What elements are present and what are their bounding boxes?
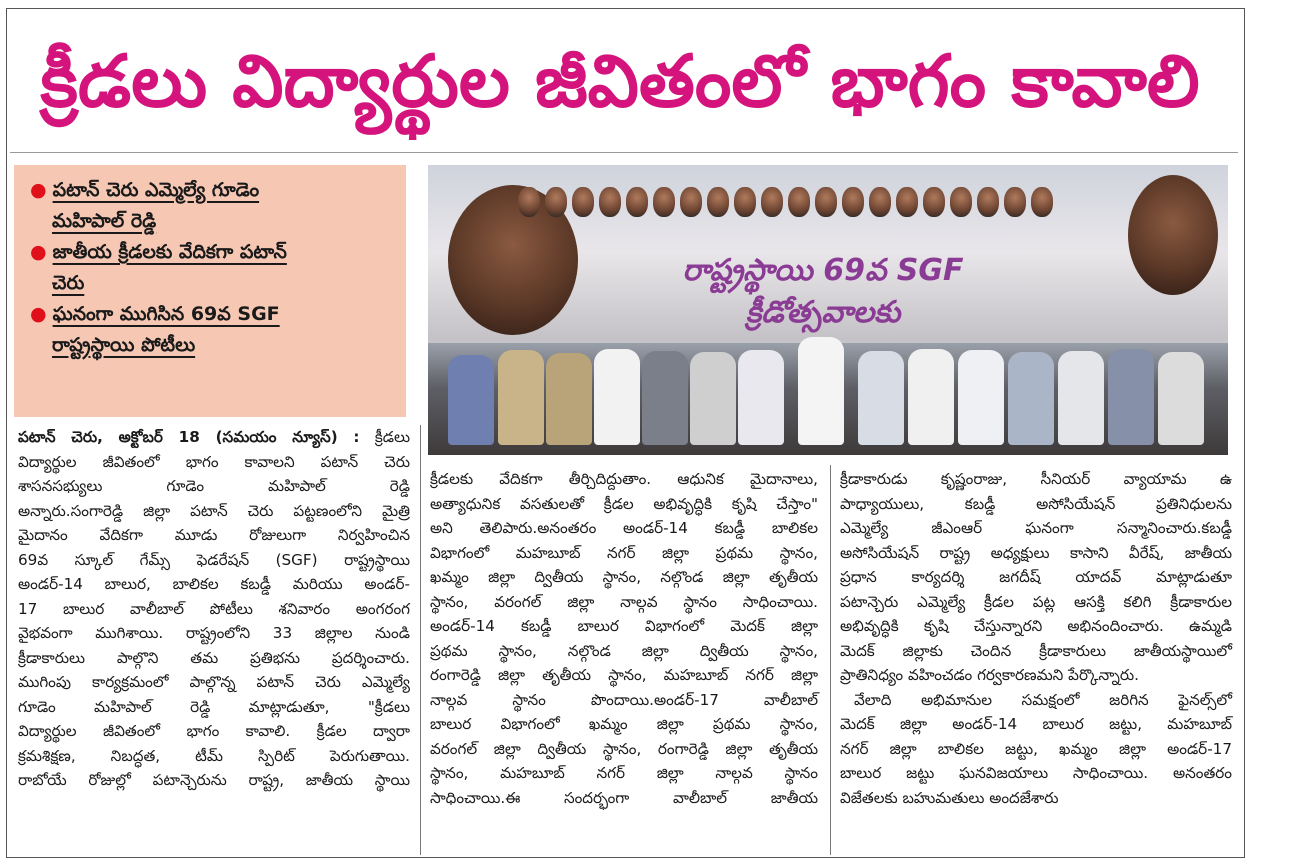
article-column-1 — [18, 425, 410, 793]
text-line: రంగారెడ్డి జిల్లా తృతీయ స్థానం, మహబూబ్ నగర్ జిల్లా — [430, 666, 818, 684]
article-column-2 — [430, 467, 818, 810]
bullet-icon: ● — [30, 303, 47, 325]
text-line: విద్యార్థుల జీవితంలో భాగం కావాలని పటాన్ చెరు — [18, 452, 410, 471]
column-divider — [420, 425, 421, 855]
text-line: బాలుర విభాగంలో ఖమ్మం జిల్లా ప్రథమ స్థానం, — [430, 715, 818, 733]
portrait-right — [1128, 175, 1218, 295]
event-photo — [428, 165, 1228, 455]
text-line: అండర్-14 బాలుర, బాలికల కబడ్డీ మరియు అండర్- — [18, 575, 410, 593]
highlight-text: చెరు — [52, 272, 85, 294]
headline: క్రీడలు విద్యార్థుల జీవితంలో భాగం కావాలి — [40, 39, 1200, 123]
text-line: అన్నారు.సంగారెడ్డి జిల్లా పటాన్ చెరు పట్టణంలోని మైత్రి — [18, 501, 410, 520]
text-line: అని తెలిపారు.అనంతరం అండర్-14 కబడ్డీ బాలికల — [430, 519, 818, 537]
text-line: పటాన్చెరు ఎమ్మెల్యే క్రీడల పట్ల ఆసక్తి కలిగి క్రీడాకారుల — [840, 592, 1232, 611]
banner-portraits — [518, 187, 1118, 227]
text-line: గూడెం మహిపాల్ రెడ్డి మాట్లాడుతూ, "క్రీడలు — [18, 697, 410, 716]
text-line: అత్యాధునిక వసతులతో క్రీడల అభివృద్ధికి కృషి చేస్తాం" — [430, 494, 818, 513]
text-line: 17 బాలుర వాలీబాల్ పోటీలు శనివారం అంగరంగ — [18, 599, 410, 618]
seated-crowd — [428, 343, 1228, 455]
text-line: 69వ స్కూల్ గేమ్స్ ఫెడరేషన్ (SGF) రాష్ట్రస్థాయి — [18, 550, 410, 569]
highlight-text: రాష్ట్రస్థాయి పోటీలు — [52, 334, 196, 356]
text-line: నాల్గవ స్థానం పొందాయి.అండర్-17 వాలీబాల్ — [430, 690, 818, 709]
highlight-item — [30, 175, 394, 237]
text-line: ప్రాతినిధ్యం వహించడం గర్వకారణమని పేర్కొన్నారు. — [840, 666, 1139, 684]
text-line: క్రీడాకారులు పాల్గొని తమ ప్రతిభను ప్రదర్శించారు. — [18, 648, 410, 667]
bullet-icon: ● — [30, 179, 47, 201]
highlight-item — [30, 237, 394, 299]
highlight-item — [30, 299, 394, 361]
text-line: అభివృద్ధికి కృషి చేస్తున్నారని అభినందించారు. ఉమ్మడి — [840, 617, 1232, 635]
highlight-text: పటాన్ చెరు ఎమ్మెల్యే గూడెం — [52, 179, 260, 201]
text-line: ఎమ్మెల్యే జీఎంఆర్ ఘనంగా సన్మానించారు.కబడ్డీ — [840, 519, 1232, 537]
text-line: రాబోయే రోజుల్లో పటాన్చెరును రాష్ట్ర, జాతీయ స్థాయి — [18, 771, 410, 789]
text-line: ప్రథమ స్థానం, నల్గొండ జిల్లా ద్వితీయ స్థానం, — [430, 641, 818, 660]
text-line: అండర్-14 కబడ్డీ బాలుర విభాగంలో మెదక్ జిల్లా — [430, 617, 818, 635]
text-line: బాలుర జట్టు ఘనవిజయాలు సాధించాయి. అనంతరం — [840, 764, 1232, 782]
highlight-text: ఘనంగా ముగిసిన 69వ SGF — [52, 303, 280, 325]
text-line: మెదక్ జిల్లా అండర్-14 బాలుర జట్టు, మహబూబ్ — [840, 715, 1232, 733]
text-line: మైదానం వేదికగా మూడు రోజులుగా నిర్వహించిన — [18, 526, 410, 544]
highlight-text: జాతీయ క్రీడలకు వేదికగా పటాన్ — [52, 241, 287, 263]
text-line: విభాగంలో మహబూబ్ నగర్ జిల్లా ప్రథమ స్థానం, — [430, 543, 818, 562]
bullet-icon: ● — [30, 241, 47, 263]
text-line: సాధించాయి.ఈ సందర్భంగా వాలీబాల్ జాతీయ — [430, 788, 818, 807]
text-line: విద్యార్థుల జీవితంలో భాగం కావాలి. క్రీడల ద్వారా — [18, 722, 410, 740]
highlight-text: మహిపాల్ రెడ్డి — [52, 210, 157, 232]
dateline: పటాన్ చెరు, అక్టోబర్ 18 (సమయం న్యూస్) : — [18, 428, 360, 446]
column-divider — [830, 465, 831, 855]
banner-text: రాష్ట్రస్థాయి 69వ SGF క్రీడోత్సవాలకు — [682, 253, 964, 330]
text-line: క్రీడాకారుడు కృష్ణంరాజు, సీనియర్ వ్యాయామ ఉ — [840, 470, 1232, 488]
article-column-3 — [840, 467, 1232, 810]
text-line: మెదక్ జిల్లాకు చెందిన క్రీడాకారులు జాతీయస్థాయిలో — [840, 641, 1232, 660]
text-line: నగర్ జిల్లా బాలికల జట్టు, ఖమ్మం జిల్లా అండర్-17 — [840, 739, 1232, 758]
text-line: వరంగల్ జిల్లా ద్వితీయ స్థానం, రంగారెడ్డి జిల్లా తృతీయ — [430, 739, 818, 758]
text-line: అసోసియేషన్ రాష్ట్ర అధ్యక్షులు కాసాని వీరేష్, జాతీయ — [840, 543, 1232, 562]
highlights-box — [14, 165, 406, 417]
headline-divider — [10, 152, 1238, 153]
text-line: స్థానం, వరంగల్ జిల్లా నాల్గవ స్థానం సాధించాయి. — [430, 592, 818, 611]
text-line: వేలాది అభిమానుల సమక్షంలో జరిగిన ఫైనల్స్‌లో — [854, 690, 1232, 709]
text-line: క్రీడలకు వేదికగా తీర్చిదిద్దుతాం. ఆధునిక మైదానాలు, — [430, 470, 818, 488]
text-line: విజేతలకు బహుమతులు అందజేశారు — [840, 788, 1059, 807]
text-line: పటాన్ చెరు, అక్టోబర్ 18 (సమయం న్యూస్) : క్రీడలు — [18, 428, 411, 446]
text-line: స్థానం, మహబూబ్ నగర్ జిల్లా నాల్గవ స్థానం — [430, 764, 818, 782]
text-line: శాసనసభ్యులు గూడెం మహిపాల్ రెడ్డి — [18, 477, 410, 495]
text-line: వైభవంగా ముగిశాయి. రాష్ట్రంలోని 33 జిల్లాల నుండి — [18, 624, 410, 642]
text-line: ప్రధాన కార్యదర్శి జగదీష్ యాదవ్ మాట్లాడుతూ — [840, 568, 1232, 586]
text-line: ఖమ్మం జిల్లా ద్వితీయ స్థానం, నల్గొండ జిల్లా తృతీయ — [430, 568, 818, 586]
text-line: పాధ్యాయులు, కబడ్డీ అసోసియేషన్ ప్రతినిధులను — [840, 494, 1232, 513]
text-line: క్రమశిక్షణ, నిబద్ధత, టీమ్ స్పిరిట్ పెరుగుతాయి. — [18, 746, 410, 765]
text-line: ముగింపు కార్యక్రమంలో పాల్గొన్న పటాన్ చెరు ఎమ్మెల్యే — [18, 673, 410, 691]
